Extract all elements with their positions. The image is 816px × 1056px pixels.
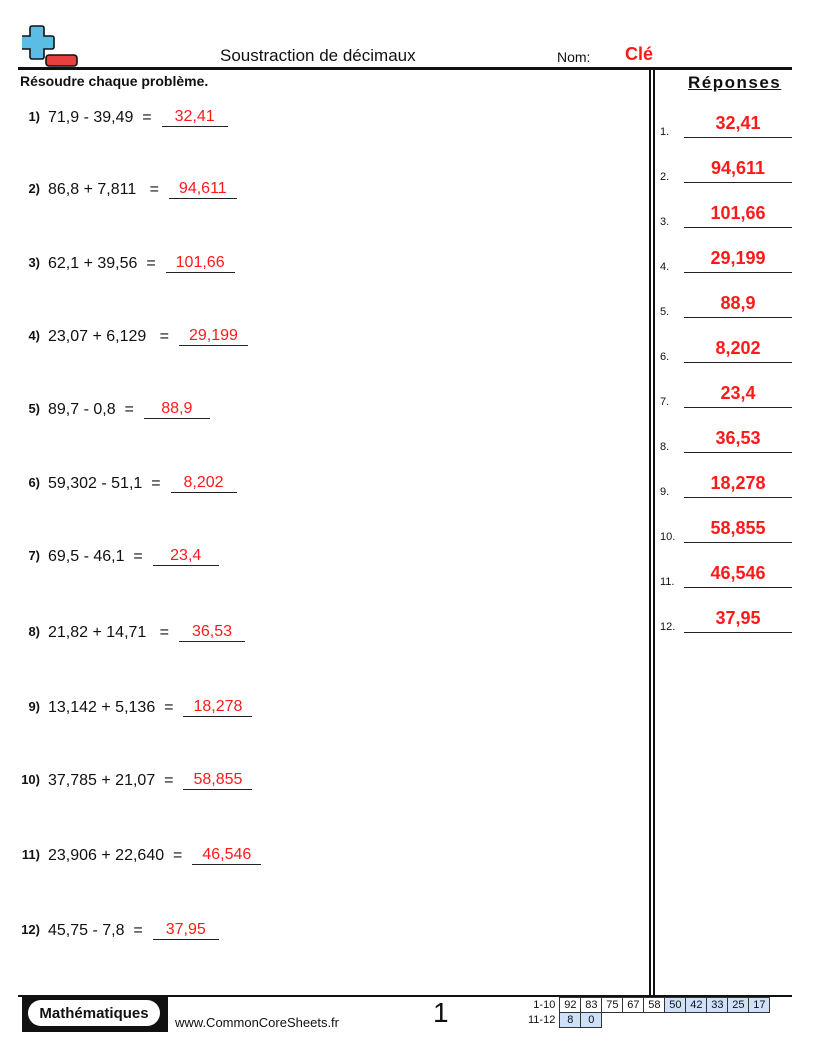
brand-badge: Mathématiques <box>28 1000 160 1026</box>
answer-value: 23,4 <box>720 383 756 403</box>
answer-value: 58,855 <box>710 518 766 538</box>
answer-blank[interactable]: 46,546 <box>192 846 261 865</box>
header-divider <box>18 67 792 70</box>
answer-blank[interactable]: 94,611 <box>169 180 237 199</box>
problem-item <box>0 687 252 717</box>
column-divider <box>653 68 655 996</box>
column-divider <box>649 68 651 996</box>
answer-number: 5. <box>660 306 670 318</box>
answers-heading: Réponses <box>688 73 782 92</box>
problem-item <box>0 612 245 642</box>
answer-key-item <box>660 112 792 138</box>
answer-value: 37,95 <box>715 608 761 628</box>
answer-key-item <box>660 247 792 273</box>
answer-blank[interactable]: 37,95 <box>153 921 219 940</box>
equals-sign: = <box>133 922 143 939</box>
problem-item <box>0 316 248 346</box>
problem-number: 8) <box>28 624 40 639</box>
answer-number: 11. <box>660 576 675 588</box>
score-row <box>525 1013 770 1028</box>
problem-number: 10) <box>21 772 40 787</box>
problem-expression: 86,8 + 7,811 <box>48 181 137 198</box>
problem-expression: 71,9 - 39,49 <box>48 109 134 126</box>
problem-item <box>0 243 235 273</box>
equals-sign: = <box>173 847 183 864</box>
problem-item <box>0 835 261 865</box>
score-row-label: 1-10 <box>533 999 556 1011</box>
site-link[interactable]: www.CommonCoreSheets.fr <box>175 1015 339 1030</box>
equals-sign: = <box>164 699 174 716</box>
score-cell: 58 <box>644 998 665 1013</box>
answer-blank[interactable]: 8,202 <box>171 474 237 493</box>
answer-value: 29,199 <box>710 248 766 268</box>
answer-line <box>684 182 792 183</box>
problem-number: 3) <box>28 255 40 270</box>
score-cell: 33 <box>707 998 728 1013</box>
answer-key-item <box>660 562 792 588</box>
score-cell: 75 <box>602 998 623 1013</box>
answer-key-item <box>660 202 792 228</box>
answer-line <box>684 407 792 408</box>
problem-number: 11) <box>21 847 40 862</box>
page-number: 1 <box>433 997 449 1028</box>
answer-key-item <box>660 292 792 318</box>
answer-blank[interactable]: 18,278 <box>183 698 252 717</box>
answer-value: 88,9 <box>720 293 756 313</box>
problem-expression: 37,785 + 21,07 <box>48 772 156 789</box>
equals-sign: = <box>159 328 169 345</box>
problem-number: 2) <box>28 181 40 196</box>
answer-value: 8,202 <box>715 338 761 358</box>
score-cell: 8 <box>560 1013 581 1028</box>
answer-line <box>684 497 792 498</box>
problem-item <box>0 463 237 493</box>
score-table <box>525 997 770 1028</box>
answer-value: 32,41 <box>715 113 761 133</box>
name-label: Nom: <box>557 49 591 65</box>
answer-blank[interactable]: 23,4 <box>153 547 219 566</box>
answer-key-item <box>660 517 792 543</box>
score-cell: 83 <box>581 998 602 1013</box>
answer-line <box>684 272 792 273</box>
problem-number: 9) <box>28 699 40 714</box>
problem-number: 4) <box>28 328 40 343</box>
answer-number: 12. <box>660 621 676 633</box>
answer-key-item <box>660 427 792 453</box>
score-row <box>525 998 770 1013</box>
answer-number: 1. <box>660 126 670 138</box>
answer-key-item <box>660 472 792 498</box>
answer-line <box>684 317 792 318</box>
logo-plus-minus-icon <box>22 25 78 67</box>
problem-expression: 23,906 + 22,640 <box>48 847 165 864</box>
problem-item <box>0 910 219 940</box>
answer-blank[interactable]: 36,53 <box>179 623 245 642</box>
name-value: Clé <box>625 44 654 64</box>
answer-line <box>684 137 792 138</box>
answer-value: 101,66 <box>710 203 766 223</box>
problem-item <box>0 97 228 127</box>
problem-expression: 62,1 + 39,56 <box>48 255 138 272</box>
problem-item <box>0 760 252 790</box>
equals-sign: = <box>142 109 152 126</box>
score-cell: 92 <box>560 998 581 1013</box>
problem-expression: 69,5 - 46,1 <box>48 548 125 565</box>
answer-blank[interactable]: 58,855 <box>183 771 252 790</box>
answer-blank[interactable]: 29,199 <box>179 327 248 346</box>
problem-expression: 13,142 + 5,136 <box>48 699 156 716</box>
answer-blank[interactable]: 88,9 <box>144 400 210 419</box>
answer-value: 94,611 <box>710 158 766 178</box>
problem-item <box>0 169 237 199</box>
answer-line <box>684 227 792 228</box>
answer-value: 46,546 <box>710 563 766 583</box>
answer-blank[interactable]: 101,66 <box>166 254 235 273</box>
score-cell: 17 <box>749 998 770 1013</box>
answer-line <box>684 452 792 453</box>
answer-key-item <box>660 607 792 633</box>
score-cell: 42 <box>686 998 707 1013</box>
answer-value: 36,53 <box>715 428 761 448</box>
problem-expression: 89,7 - 0,8 <box>48 401 116 418</box>
answer-blank[interactable]: 32,41 <box>162 108 228 127</box>
answer-line <box>684 632 792 633</box>
answer-number: 4. <box>660 261 670 273</box>
answer-number: 7. <box>660 396 670 408</box>
problem-number: 6) <box>28 475 40 490</box>
answer-number: 8. <box>660 441 670 453</box>
answer-number: 2. <box>660 171 670 183</box>
answer-number: 9. <box>660 486 670 498</box>
answer-line <box>684 542 792 543</box>
answer-number: 10. <box>660 531 676 543</box>
equals-sign: = <box>149 181 159 198</box>
answer-number: 6. <box>660 351 670 363</box>
score-cell: 0 <box>581 1013 602 1028</box>
answer-line <box>684 587 792 588</box>
answer-line <box>684 362 792 363</box>
problem-expression: 59,302 - 51,1 <box>48 475 143 492</box>
problem-expression: 21,82 + 14,71 <box>48 624 147 641</box>
problem-number: 7) <box>28 548 40 563</box>
problem-number: 12) <box>21 922 40 937</box>
score-cell: 67 <box>623 998 644 1013</box>
score-cell: 50 <box>665 998 686 1013</box>
answer-number: 3. <box>660 216 670 228</box>
answer-value: 18,278 <box>710 473 766 493</box>
equals-sign: = <box>133 548 143 565</box>
problem-expression: 45,75 - 7,8 <box>48 922 125 939</box>
problem-expression: 23,07 + 6,129 <box>48 328 147 345</box>
problem-item <box>0 389 210 419</box>
problem-item <box>0 536 219 566</box>
equals-sign: = <box>151 475 161 492</box>
equals-sign: = <box>164 772 174 789</box>
equals-sign: = <box>124 401 134 418</box>
problem-number: 5) <box>28 401 40 416</box>
worksheet-title: Soustraction de décimaux <box>220 46 416 65</box>
answer-key-item <box>660 382 792 408</box>
answer-key-item <box>660 337 792 363</box>
equals-sign: = <box>146 255 156 272</box>
answer-key-item <box>660 157 792 183</box>
score-row-label: 11-12 <box>528 1014 556 1026</box>
problem-number: 1) <box>28 109 40 124</box>
instructions: Résoudre chaque problème. <box>20 73 209 89</box>
equals-sign: = <box>159 624 169 641</box>
score-cell: 25 <box>728 998 749 1013</box>
